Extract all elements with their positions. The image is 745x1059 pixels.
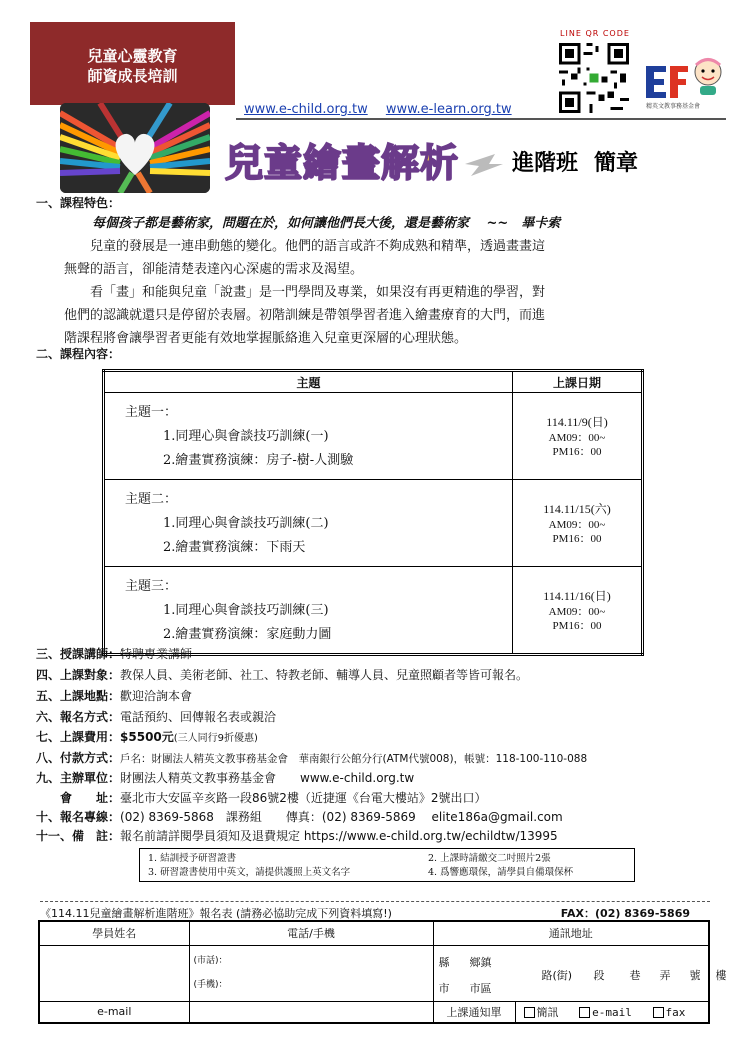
time-pm: PM16：00 <box>552 620 602 632</box>
note-item: 4. 爲響應環保，請學員自備環保杯 <box>428 867 574 878</box>
notify-label: 上課通知單 <box>433 1001 515 1023</box>
topic-cell <box>104 567 513 655</box>
notes-box <box>139 848 635 882</box>
email-label: e-mail <box>39 1001 189 1023</box>
notify-options <box>515 1001 709 1023</box>
features-line: 看「畫」和能與兒童「說畫」是一門學問及專業，如果沒有再更精進的學習，對 <box>64 285 546 300</box>
form-input-row <box>39 945 709 1001</box>
number-label: 號 <box>689 968 701 982</box>
info-hotline <box>36 808 563 827</box>
info-target <box>36 666 528 685</box>
url-echild[interactable]: www.e-child.org.tw <box>244 102 368 117</box>
header-divider <box>236 118 726 120</box>
org-line1: 兒童心靈教育 <box>87 47 178 65</box>
topic-cell <box>104 393 513 480</box>
fee-value: $5500元 <box>120 730 174 744</box>
ef-caption: 精英文教事務基金會 <box>646 103 701 110</box>
topic-item: 2.繪畫實務演練：房子-樹-人測驗 <box>163 453 354 468</box>
org-banner <box>30 22 235 105</box>
features-line: 階課程將會讓學習者更能有效地掌握脈絡進入兒童更深層的心理狀態。 <box>64 331 468 346</box>
info-key: 八、付款方式： <box>36 751 121 765</box>
info-key: 會 址： <box>36 791 121 805</box>
info-value: 歡迎洽詢本會 <box>120 689 193 703</box>
email-field[interactable] <box>189 1001 433 1023</box>
info-value: 財團法人精英文教事務基金會 www.e-child.org.tw <box>120 771 415 785</box>
date-value: 114.11/9(日) <box>546 415 608 429</box>
form-email-row <box>39 1001 709 1023</box>
district-label: 市區 <box>469 981 492 995</box>
fax-label: fax <box>665 1005 686 1019</box>
topic-item: 2.繪畫實務演練：下雨天 <box>163 540 306 555</box>
mobile-label: (手機)： <box>193 980 228 990</box>
topic-item: 1.同理心與會談技巧訓練(一) <box>163 429 329 444</box>
title-brief: 簡章 <box>594 151 639 176</box>
swoosh-icon <box>465 150 505 178</box>
address-field[interactable] <box>433 945 727 1001</box>
time-pm: PM16：00 <box>552 446 602 458</box>
township-label: 鄉鎮 <box>469 955 492 969</box>
info-payment <box>36 749 587 769</box>
sms-checkbox[interactable] <box>524 1007 535 1018</box>
fee-note: (三人同行9折優惠) <box>173 733 258 744</box>
features-line: 兒童的發展是一連串動態的變化。他們的語言或許不夠成熟和精準，透過畫畫這 <box>64 239 546 254</box>
info-address <box>36 789 487 808</box>
col-date: 上課日期 <box>513 371 643 393</box>
info-value[interactable]: 報名前請詳閱學員須知及退費規定 https://www.e-child.org.tw/echildtw/13995 <box>120 829 558 843</box>
floor-label: 樓 <box>715 968 727 982</box>
info-key: 五、上課地點： <box>36 689 121 703</box>
topic-cell <box>104 480 513 567</box>
info-key: 六、報名方式： <box>36 710 121 724</box>
city-phone-label: (市話)： <box>193 956 228 966</box>
topic-item: 2.繪畫實務演練：家庭動力圖 <box>163 627 332 642</box>
col-name: 學員姓名 <box>39 921 189 945</box>
info-place <box>36 687 192 706</box>
features-line: 無聲的語言，卻能清楚表達內心深處的需求及渴望。 <box>64 262 364 277</box>
time-am: AM09：00~ <box>548 519 606 531</box>
form-header-row <box>39 921 709 945</box>
info-value: 特聘專業講師 <box>120 647 193 661</box>
date-cell <box>513 480 643 567</box>
table-row <box>104 393 643 480</box>
email-checkbox[interactable] <box>579 1007 590 1018</box>
table-header-row <box>104 371 643 393</box>
col-phone: 電話/手機 <box>189 921 433 945</box>
qr-code-icon[interactable] <box>556 40 632 116</box>
alley-label: 弄 <box>659 968 671 982</box>
picasso-quote: 每個孩子都是藝術家，問題在於，如何讓他們長大後，還是藝術家 ~~ 畢卡索 <box>92 216 561 231</box>
info-key: 九、主辦單位： <box>36 771 121 785</box>
info-key: 十、報名專線： <box>36 810 121 824</box>
url-elearn[interactable]: www.e-learn.org.tw <box>385 102 512 117</box>
qr-label: LINE QR CODE <box>560 29 630 38</box>
table-row <box>104 480 643 567</box>
info-key: 七、上課費用： <box>36 730 121 744</box>
topic-title: 主題二： <box>125 492 178 507</box>
section-label: 段 <box>593 968 605 982</box>
form-title-bar <box>40 901 710 921</box>
info-key: 十一、備 註： <box>36 829 121 843</box>
course-table <box>102 369 644 656</box>
notes-row <box>148 852 626 866</box>
info-value: 教保人員、美術老師、社工、特教老師、輔導人員、兒童照顧者等皆可報名。 <box>120 668 529 682</box>
date-value: 114.11/15(六) <box>543 502 611 516</box>
date-cell <box>513 393 643 480</box>
features-line: 他們的認識就還只是停留於表層。初階訓練是帶領學習者進入繪畫療育的大門，而進 <box>64 308 546 323</box>
lane-label: 巷 <box>629 968 641 982</box>
topic-title: 主題一： <box>125 405 178 420</box>
kid-mascot-icon <box>690 56 726 96</box>
info-value: 戶名：財團法人精英文教事務基金會 華南銀行公館分行(ATM代號008)，帳號：118-100-110-088 <box>120 753 588 765</box>
fax-checkbox[interactable] <box>653 1007 664 1018</box>
email-option-label: e-mail <box>592 1005 632 1019</box>
col-topic: 主題 <box>104 371 513 393</box>
col-address: 通訊地址 <box>433 921 709 945</box>
features-body <box>64 235 684 350</box>
main-title: 兒童繪畫解析 <box>225 141 460 185</box>
registration-form <box>38 920 727 1024</box>
phone-field[interactable] <box>189 945 433 1001</box>
form-fax: FAX：(02) 8369-5869 <box>560 907 690 920</box>
note-item: 3. 研習證書使用中英文，請提供護照上英文名字 <box>148 867 351 878</box>
info-value: 電話預約、回傳報名表或親洽 <box>120 710 277 724</box>
note-item: 1. 結訓授予研習證書 <box>148 853 237 864</box>
info-value: 臺北市大安區辛亥路一段86號2樓（近捷運《台電大樓站》2號出口） <box>120 791 487 805</box>
pencil-heart-image <box>60 103 210 193</box>
form-title: 《114.11兒童繪畫解析進階班》報名表 (請務必協助完成下列資料填寫!) <box>40 907 392 920</box>
info-key: 三、授課講師： <box>36 647 121 661</box>
topic-title: 主題三： <box>125 579 178 594</box>
features-heading: 一、課程特色： <box>36 196 121 210</box>
info-signup <box>36 708 276 727</box>
website-links <box>244 102 526 117</box>
table-row <box>104 567 643 655</box>
info-host <box>36 769 414 788</box>
note-item: 2. 上課時請繳交二吋照片2張 <box>428 853 551 864</box>
content-heading: 二、課程內容： <box>36 347 121 361</box>
notes-row <box>148 866 626 880</box>
time-am: AM09：00~ <box>548 606 606 618</box>
date-cell <box>513 567 643 655</box>
county-label: 縣 <box>438 955 450 969</box>
city-label: 市 <box>438 981 450 995</box>
info-remark <box>36 827 558 846</box>
topic-item: 1.同理心與會談技巧訓練(二) <box>163 516 329 531</box>
topic-item: 1.同理心與會談技巧訓練(三) <box>163 603 329 618</box>
info-lecturer <box>36 645 192 664</box>
info-value[interactable]: (02) 8369-5868 課務組 傳真：(02) 8369-5869 elite186a@gmail.com <box>120 810 563 824</box>
info-key: 四、上課對象： <box>36 668 121 682</box>
info-fee <box>36 728 258 748</box>
road-label: 路(街) <box>541 968 573 982</box>
name-field[interactable] <box>39 945 189 1001</box>
org-line2: 師資成長培訓 <box>87 67 178 85</box>
sms-label: 簡訊 <box>536 1005 559 1019</box>
time-am: AM09：00~ <box>548 432 606 444</box>
time-pm: PM16：00 <box>552 533 602 545</box>
date-value: 114.11/16(日) <box>543 589 611 603</box>
title-level: 進階班 <box>512 151 579 176</box>
